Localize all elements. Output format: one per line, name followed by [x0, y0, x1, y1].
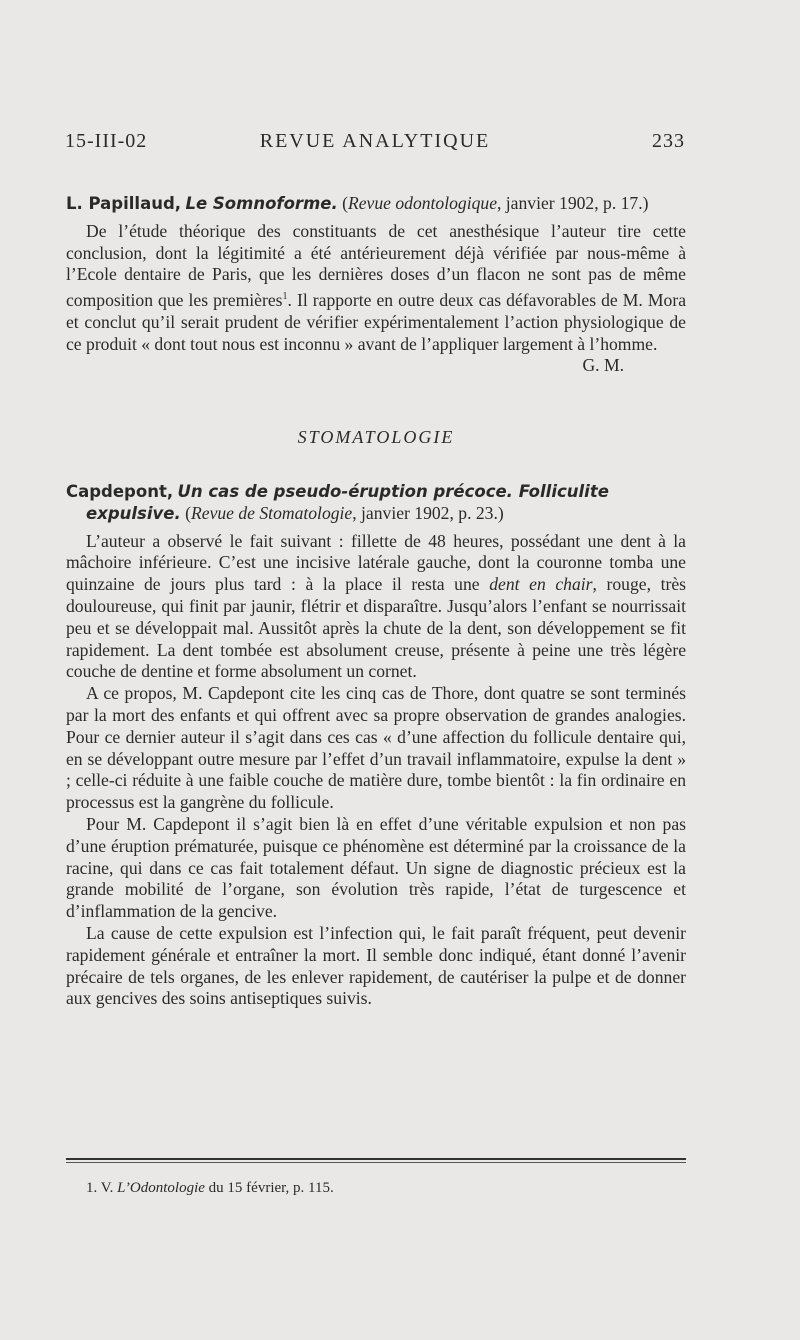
- article1-reference: [66, 193, 686, 215]
- p1-text-a: L’auteur a observé le fait suivant : fillette de 48 heures, possédant une dent à la mâchoire inférieure. C’est une incisive latérale gauche, dont la couronne tomba une quinzaine de jours plus tard : à la place il resta une: [66, 530, 686, 595]
- article2-paragraph-3: Pour M. Capdepont il s’agit bien là en effet d’une véritable expulsion et non pas d’une éruption prématurée, puisque ce phénomène est déterminé par la croissance de la racine, qui dans ce cas fait totalement défaut. Un signe de diagnostic précieux est la grande mobilité de l’organe, son évolution très rapide, l’état de turgescence et d’inflammation de la gencive.: [66, 813, 686, 922]
- article1-signature: G. M.: [582, 355, 624, 376]
- page-body: [66, 193, 686, 1010]
- p1-italic: dent en chair: [489, 574, 593, 595]
- footnote-number: 1.: [86, 1180, 98, 1196]
- article2-paragraph-4: La cause de cette expulsion est l’infection qui, le fait paraît fréquent, peut devenir rapidement générale et entraîner la mort. Il semble donc indiqué, étant donné l’avenir précaire de tels organes, de les enlever rapidement, de cautériser la pulpe et de donner aux gencives des soins antiseptiques suivis.: [66, 922, 686, 1009]
- article1-text-end: . Il rapporte en outre deux cas défavorables de M. Mora et conclut qu’il serait prudent de vérifier expérimentalement l’action physiologique de ce produit « dont tout nous est inconnu » avant de l’appliquer largement à l’homme.: [66, 290, 687, 354]
- article2-source-open: (: [185, 502, 192, 523]
- article2-reference: [66, 481, 686, 525]
- article1-paragraph: [66, 221, 686, 356]
- article1-title: Le Somnoforme.: [185, 194, 338, 213]
- article1-source-rest: , janvier 1902, p. 17.): [497, 193, 649, 213]
- footnote-reference: 1: [282, 291, 288, 303]
- article1-journal: Revue odontologique: [347, 193, 497, 213]
- p1-text-b: , rouge, très douloureuse, qui finit par jaunir, flétrir et disparaître. Jusqu’alors l’enfant se nourrissait peu et se développait mal. Aussitôt après la chute de la dent, son développement se fit rapidement. La dent tombée est absolument creuse, présente à peine une très légère couche de dentine et forme absolument un cornet.: [66, 574, 686, 682]
- footnote-journal: L’Odontologie: [117, 1180, 205, 1196]
- rule-thick: [66, 1158, 686, 1160]
- footnote: [86, 1180, 686, 1197]
- article1-author: L. Papillaud,: [66, 194, 182, 213]
- page-number: 233: [652, 130, 685, 152]
- article2-author: Capdepont,: [66, 482, 174, 502]
- article2-journal: Revue de Stomatologie: [191, 502, 353, 523]
- header-title: REVUE ANALYTIQUE: [259, 130, 491, 152]
- article1-text: De l’étude théorique des constituants de cet anesthésique l’auteur tire cette conclusion, dont la légitimité a été antérieurement déjà vérifiée par nous-même à l’Ecole dentaire de Paris, que les dernières doses d’un flacon ne sont pas de même composition que les premières: [66, 220, 686, 311]
- running-head: [65, 130, 685, 160]
- article2-title: Un cas de pseudo-éruption précoce. Folliculite expulsive.: [86, 482, 609, 523]
- article1-source-open: (: [342, 193, 348, 213]
- footnote-rest: du 15 février, p. 115.: [204, 1180, 334, 1196]
- rule-thin: [66, 1162, 686, 1163]
- footnote-prefix: V.: [100, 1180, 118, 1196]
- footnote-rule: [66, 1158, 686, 1163]
- section-title: STOMATOLOGIE: [297, 427, 455, 448]
- header-date: 15-III-02: [65, 130, 148, 152]
- article2-paragraph-1: [66, 531, 686, 684]
- article2-paragraph-2: A ce propos, M. Capdepont cite les cinq cas de Thore, dont quatre se sont terminés par la mort des enfants et qui offrent avec sa propre observation de grandes analogies. Pour ce dernier auteur il s’agit dans ces cas « d’une affection du follicule dentaire qui, en se développant outre mesure par l’effet d’un travail inflammatoire, expulse la dent » ; celle-ci réduite à une faible couche de matière dure, tombe bientôt : la fin ordinaire en processus est la gangrène du follicule.: [66, 683, 686, 813]
- article2-source-rest: , janvier 1902, p. 23.): [352, 502, 504, 523]
